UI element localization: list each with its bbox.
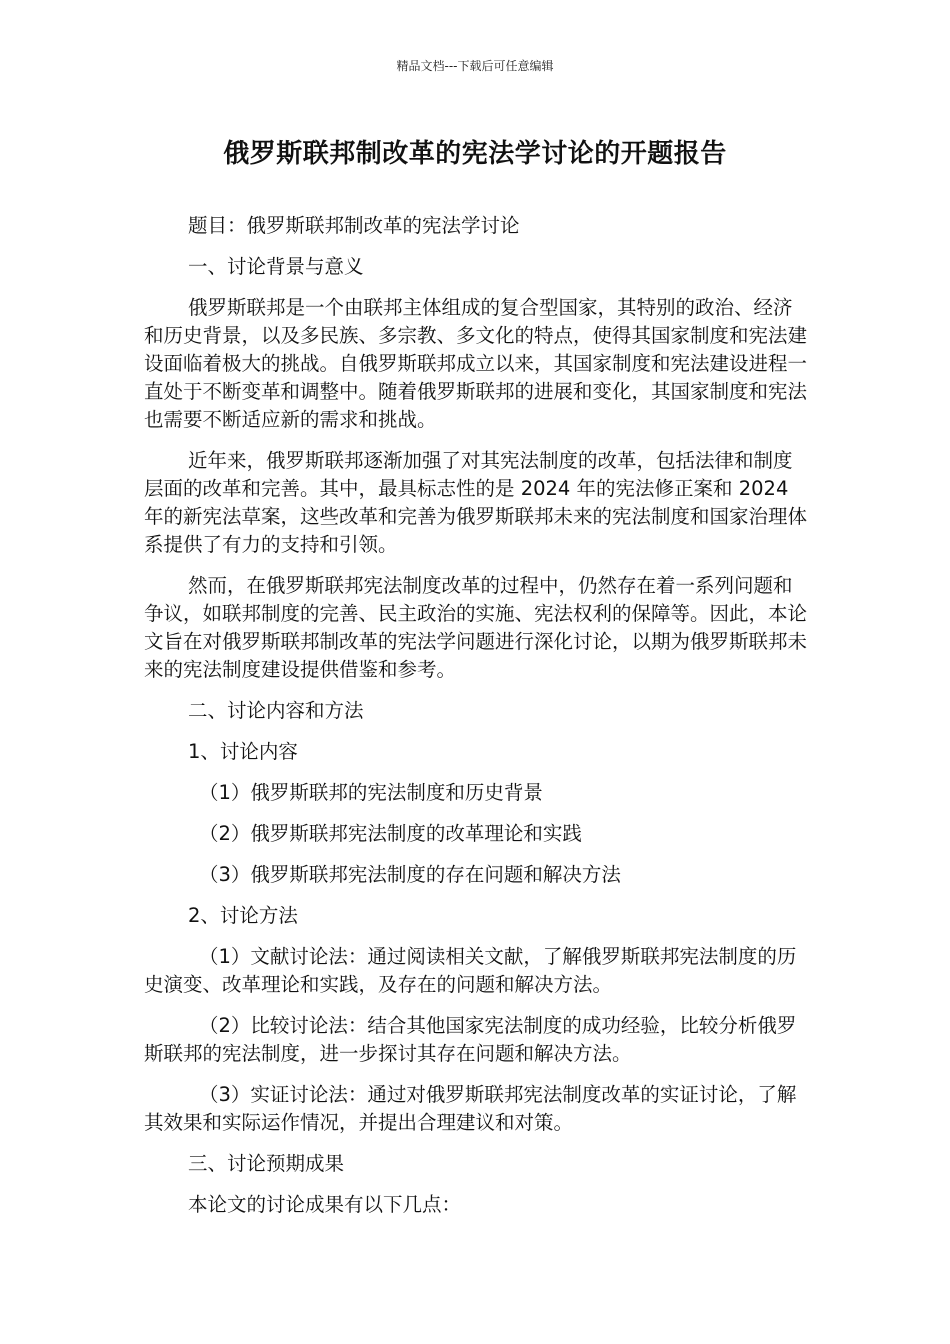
- method-item: （2）比较讨论法：结合其他国家宪法制度的成功经验，比较分析俄罗斯联邦的宪法制度，进一步探讨其存在问题和解决方法。: [144, 1014, 797, 1065]
- section-1-paragraph: 然而，在俄罗斯联邦宪法制度改革的过程中，仍然存在着一系列问题和争议，如联邦制度的完善、民主政治的实施、宪法权利的保障等。因此，本论文旨在对俄罗斯联邦制改革的宪法学问题进行深化讨论，以期为俄罗斯联邦未来的宪法制度建设提供借鉴和参考。: [144, 574, 808, 681]
- section-2-heading: 二、讨论内容和方法: [188, 699, 364, 722]
- content-item: （3）俄罗斯联邦宪法制度的存在问题和解决方法: [199, 863, 621, 886]
- content-item: （2）俄罗斯联邦宪法制度的改革理论和实践: [199, 822, 582, 845]
- section-1-heading: 一、讨论背景与意义: [188, 255, 364, 278]
- document-body: [144, 212, 809, 1232]
- header-note: 精品文档---下载后可任意编辑: [396, 59, 554, 73]
- document-title: 俄罗斯联邦制改革的宪法学讨论的开题报告: [223, 139, 727, 169]
- section-3-heading: 三、讨论预期成果: [188, 1152, 345, 1175]
- method-item: （3）实证讨论法：通过对俄罗斯联邦宪法制度改革的实证讨论，了解其效果和实际运作情况，并提出合理建议和对策。: [144, 1083, 797, 1134]
- section-1-paragraph: 近年来，俄罗斯联邦逐渐加强了对其宪法制度的改革，包括法律和制度层面的改革和完善。其中，最具标志性的是 2024 年的宪法修正案和 2024 年的新宪法草案，这些改革和完善为俄罗斯联邦未来的宪法制度和国家治理体系提供了有力的支持和引领。: [144, 449, 808, 556]
- content-heading: 1、讨论内容: [188, 740, 298, 763]
- section-3-intro: 本论文的讨论成果有以下几点：: [188, 1193, 462, 1216]
- method-item: （1）文献讨论法：通过阅读相关文献，了解俄罗斯联邦宪法制度的历史演变、改革理论和实践，及存在的问题和解决方法。: [144, 945, 797, 996]
- content-item: （1）俄罗斯联邦的宪法制度和历史背景: [199, 781, 543, 804]
- topic-line: 题目：俄罗斯联邦制改革的宪法学讨论: [188, 214, 520, 237]
- section-1-paragraph: 俄罗斯联邦是一个由联邦主体组成的复合型国家，其特别的政治、经济和历史背景，以及多民族、多宗教、多文化的特点，使得其国家制度和宪法建设面临着极大的挑战。自俄罗斯联邦成立以来，其国家制度和宪法建设进程一直处于不断变革和调整中。随着俄罗斯联邦的进展和变化，其国家制度和宪法也需要不断适应新的需求和挑战。: [144, 296, 808, 431]
- method-heading: 2、讨论方法: [188, 904, 298, 927]
